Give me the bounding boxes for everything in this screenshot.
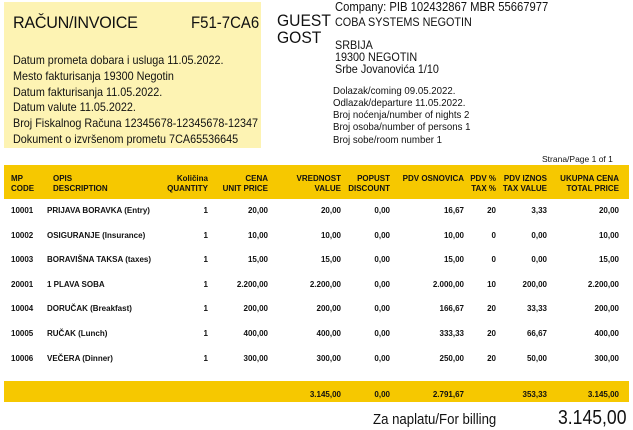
cell-unit-price: 2.200,00 xyxy=(236,279,268,289)
header-code: MP CODE xyxy=(11,174,35,193)
company-ids: Company: PIB 102432867 MBR 55667977 xyxy=(335,0,549,14)
cell-vat-percent: 20 xyxy=(487,304,496,314)
cell-vat-amount: 0,00 xyxy=(531,255,547,265)
table-row xyxy=(0,304,633,329)
cell-unit-price: 15,00 xyxy=(247,255,268,265)
company-name: COBA SYSTEMS NEGOTIN xyxy=(335,15,472,29)
cell-value: 200,00 xyxy=(316,304,341,314)
billing-label: Za naplatu/For billing xyxy=(373,411,497,428)
number-of-nights: Broj noćenja/number of nights 2 xyxy=(333,109,470,121)
value-date: Datum valute 11.05.2022. xyxy=(13,100,136,114)
cell-discount: 0,00 xyxy=(374,255,390,265)
header-unit-price: CENA UNIT PRICE xyxy=(222,174,268,193)
cell-unit-price: 10,00 xyxy=(247,230,268,240)
cell-vat-amount: 50,00 xyxy=(526,353,547,363)
cell-value: 10,00 xyxy=(320,230,341,240)
cell-quantity: 1 xyxy=(203,279,208,289)
cell-code: 10004 xyxy=(11,304,34,314)
header-quantity: Količina QUANTITY xyxy=(167,174,208,193)
cell-vat-amount: 33,33 xyxy=(526,304,547,314)
cell-quantity: 1 xyxy=(203,255,208,265)
table-row xyxy=(0,329,633,354)
cell-vat-percent: 0 xyxy=(491,255,496,265)
cell-discount: 0,00 xyxy=(374,206,390,215)
cell-quantity: 1 xyxy=(203,206,208,215)
cell-quantity: 1 xyxy=(203,304,208,314)
cell-vat-base: 166,67 xyxy=(439,304,464,314)
turnover-date: Datum prometa dobara i usluga 11.05.2022. xyxy=(13,53,224,67)
header-discount: POPUST DISCOUNT xyxy=(348,174,390,193)
billing-total: 3.145,00 xyxy=(558,407,627,429)
cell-total-price: 200,00 xyxy=(594,304,619,314)
number-of-persons: Broj osoba/number of persons 1 xyxy=(333,121,471,133)
cell-discount: 0,00 xyxy=(374,230,390,240)
cell-vat-percent: 10 xyxy=(487,279,496,289)
cell-total-price: 15,00 xyxy=(598,255,619,265)
cell-vat-amount: 66,67 xyxy=(526,329,547,338)
cell-value: 2.200,00 xyxy=(309,279,341,289)
cell-vat-base: 10,00 xyxy=(443,230,464,240)
room-number: Broj sobe/room number 1 xyxy=(333,134,443,146)
total-discount: 0,00 xyxy=(374,390,390,399)
cell-description: OSIGURANJE (Insurance) xyxy=(47,230,146,240)
invoicing-place: Mesto fakturisanja 19300 Negotin xyxy=(13,69,174,83)
cell-total-price: 20,00 xyxy=(598,206,619,215)
cell-vat-base: 15,00 xyxy=(443,255,464,265)
departure-date: Odlazak/departure 11.05.2022. xyxy=(333,97,466,109)
total-vat-base: 2.791,67 xyxy=(432,390,464,399)
cell-vat-amount: 200,00 xyxy=(522,279,547,289)
cell-total-price: 10,00 xyxy=(598,230,619,240)
cell-vat-base: 2.000,00 xyxy=(432,279,464,289)
cell-vat-percent: 20 xyxy=(487,329,496,338)
cell-description: RUČAK (Lunch) xyxy=(47,329,108,338)
fiscal-receipt-number: Broj Fiskalnog Računa 12345678-12345678-12347 xyxy=(13,116,258,130)
cell-value: 20,00 xyxy=(320,206,341,215)
cell-code: 10003 xyxy=(11,255,34,265)
header-vat-percent: PDV % TAX % xyxy=(470,174,496,193)
company-street: Srbe Jovanovića 1/10 xyxy=(335,62,439,76)
table-row xyxy=(0,255,633,280)
cell-unit-price: 400,00 xyxy=(243,329,268,338)
cell-vat-percent: 20 xyxy=(487,353,496,363)
cell-vat-base: 333,33 xyxy=(439,329,464,338)
cell-description: 1 PLAVA SOBA xyxy=(47,279,105,289)
cell-description: VEČERA (Dinner) xyxy=(47,353,113,363)
page-indicator: Strana/Page 1 of 1 xyxy=(542,154,613,164)
cell-vat-amount: 3,33 xyxy=(531,206,547,215)
table-row xyxy=(0,280,633,305)
total-value: 3.145,00 xyxy=(309,390,341,399)
cell-vat-percent: 20 xyxy=(487,206,496,215)
total-vat-amount: 353,33 xyxy=(522,390,547,399)
header-total-price: UKUPNA CENA TOTAL PRICE xyxy=(560,174,619,193)
guest-label: GUEST xyxy=(277,11,331,30)
cell-code: 20001 xyxy=(11,279,34,289)
cell-unit-price: 200,00 xyxy=(243,304,268,314)
header-vat-amount: PDV IZNOS TAX VALUE xyxy=(502,174,547,193)
header-value: VREDNOST VALUE xyxy=(296,174,341,193)
table-row xyxy=(0,354,633,379)
cell-unit-price: 20,00 xyxy=(247,206,268,215)
cell-code: 10002 xyxy=(11,230,34,240)
cell-value: 400,00 xyxy=(316,329,341,338)
cell-total-price: 400,00 xyxy=(594,329,619,338)
company-country: SRBIJA xyxy=(335,38,373,52)
cell-discount: 0,00 xyxy=(374,304,390,314)
table-row xyxy=(0,231,633,256)
company-city: 19300 NEGOTIN xyxy=(335,50,418,64)
cell-value: 300,00 xyxy=(316,353,341,363)
invoice-date: Datum fakturisanja 11.05.2022. xyxy=(13,85,163,99)
cell-discount: 0,00 xyxy=(374,329,390,338)
header-description: OPIS DESCRIPTION xyxy=(53,174,108,193)
cell-description: BORAVIŠNA TAKSA (taxes) xyxy=(47,255,152,265)
cell-total-price: 300,00 xyxy=(594,353,619,363)
cell-quantity: 1 xyxy=(203,230,208,240)
invoice-code: F51-7CA6 xyxy=(191,13,260,32)
cell-code: 10006 xyxy=(11,353,34,363)
cell-description: DORUČAK (Breakfast) xyxy=(47,304,132,314)
cell-discount: 0,00 xyxy=(374,353,390,363)
cell-quantity: 1 xyxy=(203,329,208,338)
guest-label-local: GOST xyxy=(277,28,322,47)
cell-code: 10005 xyxy=(11,329,34,338)
table-row xyxy=(0,206,633,231)
cell-description: PRIJAVA BORAVKA (Entry) xyxy=(47,206,150,215)
invoice-title: RAČUN/INVOICE xyxy=(13,13,138,32)
cell-vat-amount: 0,00 xyxy=(531,230,547,240)
turnover-document: Dokument o izvršenom prometu 7CA65536645 xyxy=(13,132,239,146)
cell-unit-price: 300,00 xyxy=(243,353,268,363)
cell-value: 15,00 xyxy=(320,255,341,265)
arrival-date: Dolazak/coming 09.05.2022. xyxy=(333,85,456,97)
cell-discount: 0,00 xyxy=(374,279,390,289)
cell-vat-base: 16,67 xyxy=(443,206,464,215)
cell-vat-percent: 0 xyxy=(491,230,496,240)
cell-vat-base: 250,00 xyxy=(439,353,464,363)
cell-quantity: 1 xyxy=(203,353,208,363)
total-price: 3.145,00 xyxy=(587,390,619,399)
cell-total-price: 2.200,00 xyxy=(587,279,619,289)
header-vat-base: PDV OSNOVICA xyxy=(402,174,464,183)
cell-code: 10001 xyxy=(11,206,34,215)
